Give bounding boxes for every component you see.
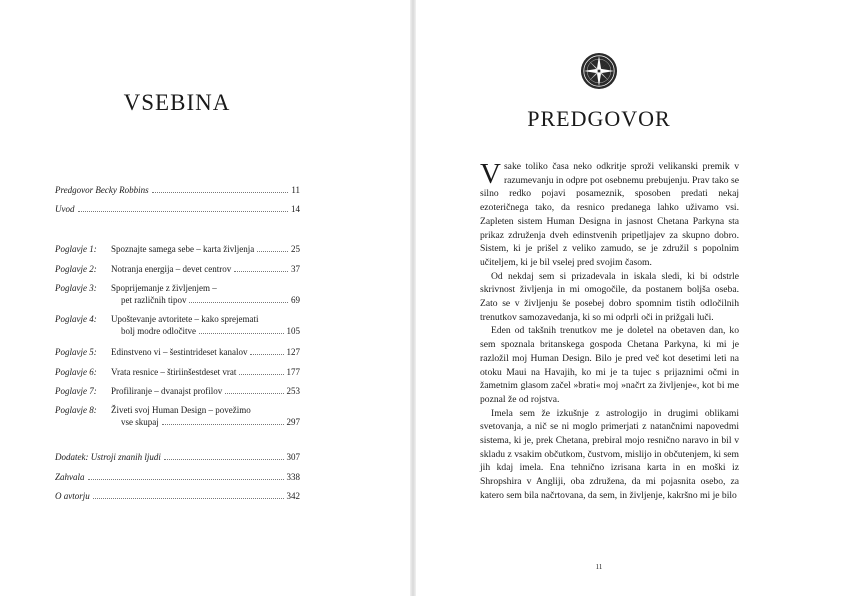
foreword-paragraph-text: sake toliko časa neko odkritje sproži velikanski premik v razumevanju in odpre pot osebnemu prebujenju. Prav tako se silno redko pojavi posameznik, sposoben predati nekaj ezoteričnega tako, da resnico predanega lahko uživamo vsi. Zapleten sistem Human Designa in jasnost Chetana Parkyna sta prikaz združenja dveh edinstvenih pripetljajev za skupno dobro. Sistem, ki je prišel z veliko zamudo, se je združil s popolnim učiteljem, ki je bil vselej pred svojim časom. <box>480 161 739 268</box>
chapter-label: Poglavje 5: <box>55 347 97 357</box>
chapter-label: Poglavje 1: <box>55 244 97 254</box>
toc-entry-intro <box>55 204 300 215</box>
chapter-title: Spoznajte samega sebe – karta življenja <box>111 244 255 254</box>
left-page <box>0 0 412 596</box>
chapter-label: Poglavje 4: <box>55 314 97 324</box>
chapter-label: Poglavje 8: <box>55 405 97 415</box>
foreword-paragraph: Eden od takšnih trenutkov me je doletel na obetaven dan, ko sem spoznala britanskega gospoda Chetana Parkyna, ki mi je razložil moj Human Design. Bilo je pred več kot desetimi leti na otoku Maui na Havajih, ko mi je ta tujec s prijaznimi očmi in žametnim glasom začel »brati« moj »načrt za življenje«, kot bi me poznal že od rojstva. <box>480 325 739 405</box>
chapter-title: Živeti svoj Human Design – povežimo <box>111 405 251 415</box>
toc-title: VSEBINA <box>123 90 231 115</box>
toc-entry-page: 14 <box>291 204 300 214</box>
chapter-label: Poglavje 6: <box>55 367 97 377</box>
toc-entry-acknowledgements <box>55 472 300 483</box>
foreword-paragraph <box>480 160 739 270</box>
toc-entry-page: 338 <box>286 472 300 482</box>
toc-entry-label: Uvod <box>55 204 75 214</box>
chapter-title: Edinstveno vi – šestintrideset kanalov <box>111 347 248 357</box>
chapter-title: Spoprijemanje z življenjem – <box>111 283 217 293</box>
toc-leader-dots <box>189 302 288 303</box>
chapter-title: Profiliranje – dvanajst profilov <box>111 386 223 396</box>
chapter-label: Poglavje 7: <box>55 386 97 396</box>
chapter-title-cont: pet različnih tipov <box>121 295 187 305</box>
toc-entry-label: Zahvala <box>55 472 85 482</box>
chapter-title: Vrata resnice – štiriinšestdeset vrat <box>111 367 237 377</box>
chapter-page: 127 <box>286 347 300 357</box>
toc-entry-about-author <box>55 491 300 502</box>
foreword-title: PREDGOVOR <box>527 106 671 131</box>
toc-leader-dots <box>199 333 284 334</box>
chapter-label: Poglavje 3: <box>55 283 97 293</box>
chapter-page: 105 <box>286 326 300 336</box>
toc-entry-label: Predgovor Becky Robbins <box>55 185 149 195</box>
right-page <box>416 0 844 596</box>
chapter-page: 25 <box>291 244 300 254</box>
toc-entry-page: 307 <box>286 452 300 462</box>
chapter-title-cont: bolj modre odločitve <box>121 326 196 336</box>
chapter-page: 253 <box>286 386 300 396</box>
toc-entry-foreword <box>55 185 300 196</box>
foreword-paragraph: Od nekdaj sem si prizadevala in iskala sledi, ki bi odstrle skrivnost življenja in mi omogočile, da postanem boljša oseba. Zato se v življenju še posebej dobro spomnim tistih odločilnih trenutkov samozavedanja, ki so mi odprli oči in prižgali luči. <box>480 270 739 323</box>
toc-leader-dots <box>152 192 289 193</box>
toc-leader-dots <box>234 271 288 272</box>
toc-leader-dots <box>162 424 284 425</box>
drop-cap: V <box>480 158 501 190</box>
toc-entry-appendix <box>55 452 300 463</box>
toc-entry-page: 342 <box>286 491 300 501</box>
chapter-page: 37 <box>291 264 300 274</box>
toc-leader-dots <box>93 498 284 499</box>
chapter-page: 69 <box>291 295 300 305</box>
toc-leader-dots <box>88 479 284 480</box>
toc-leader-dots <box>239 374 283 375</box>
compass-rose-icon <box>580 52 618 90</box>
toc-leader-dots <box>78 211 289 212</box>
chapter-page: 297 <box>286 417 300 427</box>
foreword-body <box>480 160 739 503</box>
chapter-title: Notranja energija – devet centrov <box>111 264 232 274</box>
chapter-title-cont: vse skupaj <box>121 417 159 427</box>
toc-leader-dots <box>257 251 288 252</box>
chapter-page: 177 <box>286 367 300 377</box>
toc-leader-dots <box>225 393 283 394</box>
toc-entry-page: 11 <box>291 185 300 195</box>
chapter-title: Upoštevanje avtoritete – kako sprejemati <box>111 314 259 324</box>
chapter-label: Poglavje 2: <box>55 264 97 274</box>
page-number: 11 <box>595 563 603 571</box>
toc-leader-dots <box>164 459 284 460</box>
foreword-paragraph: Imela sem že izkušnje z astrologijo in drugimi oblikami svetovanja, a nič se ni moglo primerjati z natančnimi napovedmi sistema, ki je, prek Chetana, prebiral mojo resnično naravo in bil v skladu z vsakim občutkom, čustvom, mislijo in občutenjem, ki sem jih kdaj imela. Ena tehnično izrisana karta in en moški iz Shropshira v Angliji, oba združena, da mi pojasnita osebo, za katero sem bila načrtovana, da sem, in življenje, kakršno mi je bilo <box>480 407 739 501</box>
toc-entry-label: O avtorju <box>55 491 90 501</box>
toc-entry-label: Dodatek: Ustroji znanih ljudi <box>55 452 161 462</box>
toc-leader-dots <box>250 354 283 355</box>
